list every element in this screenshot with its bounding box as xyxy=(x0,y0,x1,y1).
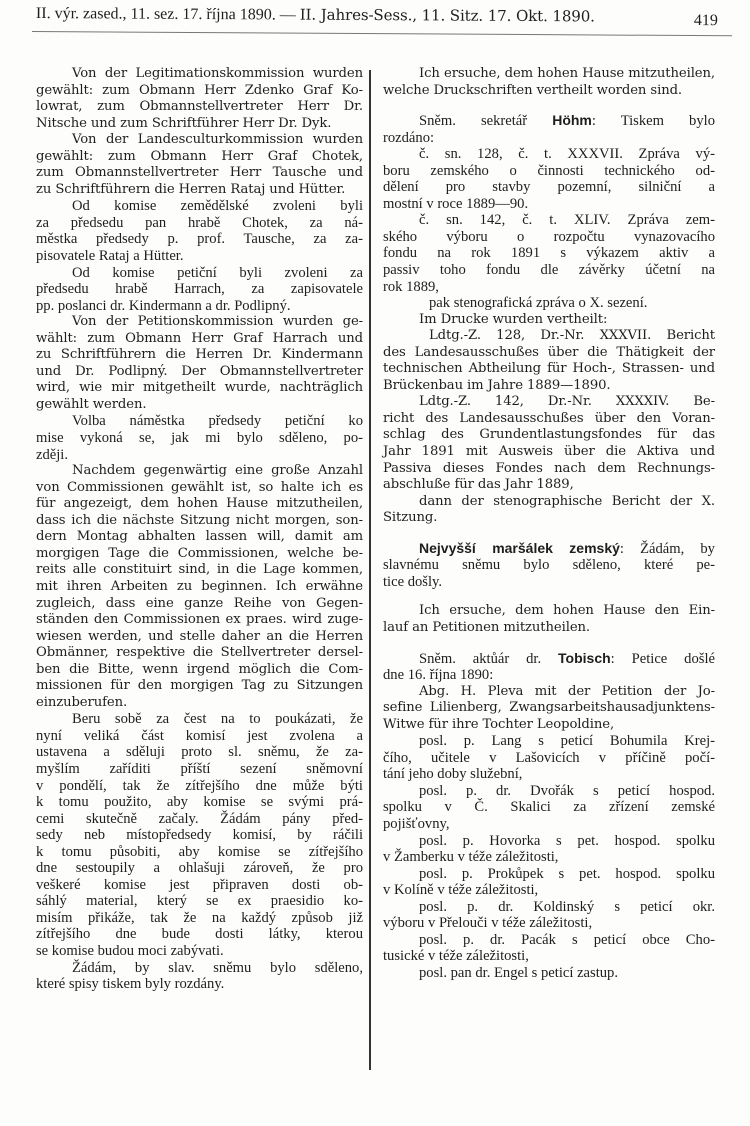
text-line: v pondělí, tak že zítřejšího dne může býti xyxy=(36,777,363,794)
text-line: Von der Landesculturkommission wurden xyxy=(72,132,363,148)
text-line: které spisy tiskem byly rozdány. xyxy=(36,976,225,993)
text-line: dne 16. října 1890: xyxy=(383,667,494,684)
text-line: zugleich, dass eine ganze Reihe von Gegen- xyxy=(36,595,363,611)
text-line: gewählt: zum Obmann Herr Graf Chotek, xyxy=(36,148,363,164)
text-line: des Landesausschußes über die Thätigkeit der xyxy=(383,344,715,360)
text-line: mise vykoná se, jak mi bylo sděleno, po- xyxy=(36,430,363,447)
text-line: zum Obmannstellvertreter Herr Tausche und xyxy=(36,165,363,181)
text-line: nyní veliká část komisí jest zvolena a xyxy=(36,727,363,744)
text-line: zději. xyxy=(36,446,69,463)
text-line: zu Schriftführern die Herren Rataj und Hütter. xyxy=(36,181,346,197)
text-line: sáhlý material, který se ex praesidio ko- xyxy=(36,893,363,910)
speech-paragraph xyxy=(383,540,715,591)
paragraph xyxy=(383,603,715,636)
text-line: Im Drucke wurden vertheilt: xyxy=(419,311,608,327)
text-line: Obmänner, respektive die Stellvertreter dersel- xyxy=(36,645,363,661)
speaker-name: Nejvyšší maršálek zemský xyxy=(419,539,620,556)
paragraph xyxy=(36,132,363,198)
text-line: č. sn. 128, č. t. XXXVII. Zpráva vý- xyxy=(419,146,715,163)
text-line: posl. pan dr. Engel s peticí zastup. xyxy=(419,964,619,981)
paragraph xyxy=(383,899,715,932)
text-line xyxy=(383,650,715,668)
paragraph xyxy=(383,684,715,734)
text-line: Passiva dieses Fondes nach dem Rechnungs- xyxy=(383,460,715,476)
text-line: Jahr 1891 mit Ausweis über die Aktiva und xyxy=(383,444,715,460)
text-line: misím přikáže, tak že na každý způsob již xyxy=(36,909,363,926)
text-line xyxy=(383,112,715,130)
text-line: městka předsedy p. prof. Tausche, za za- xyxy=(36,231,363,248)
text-line: výboru v Přelouči v téže záležitosti, xyxy=(383,915,593,932)
text-line: dělení pro stavby pozemní, silniční a xyxy=(383,179,715,196)
text-line: slavnému sněmu bylo sděleno, které pe- xyxy=(383,557,715,574)
text-line: sefine Lilienberg, Zwangsarbeitshausadjunktens- xyxy=(383,700,715,716)
paragraph xyxy=(36,711,363,959)
paragraph xyxy=(383,146,715,212)
text-line: lauf an Petitionen mitzutheilen. xyxy=(383,619,591,635)
text-line: Od komise zemědělské zvoleni byli xyxy=(72,198,363,215)
header-czech: II. výr. zased., 11. sez. 17. října 1890. xyxy=(35,4,276,24)
paragraph xyxy=(383,328,715,394)
text-line: und Dr. Podlipný. Der Obmannstellvertreter xyxy=(36,363,363,379)
text-line: posl. p. Prokůpek s pet. hospod. spolku xyxy=(419,865,715,882)
text-line: wiesen werden, und stelle daher an die Herren xyxy=(36,628,363,644)
text-line: tání jeho doby služební, xyxy=(383,766,523,783)
speaker-name: Höhm xyxy=(552,112,592,129)
text-line: pak stenografická zpráva o X. sezení. xyxy=(429,295,648,312)
paragraph xyxy=(383,212,715,295)
text-line: missionen für den morgigen Tag zu Sitzungen xyxy=(36,678,363,694)
text-line: pojišťovny, xyxy=(383,815,450,832)
header-dash: — xyxy=(279,6,296,24)
text-line xyxy=(383,540,715,558)
paragraph xyxy=(383,312,715,329)
paragraph xyxy=(36,314,363,413)
text-line: gewählt werden. xyxy=(36,396,147,412)
text-line: Ldtg.-Z. 128, Dr.-Nr. XXXVII. Bericht xyxy=(429,328,715,344)
text-line: rok 1889, xyxy=(383,278,439,295)
page-number: 419 xyxy=(693,12,718,30)
text-line: v Žamberku v téže záležitosti, xyxy=(383,849,559,866)
text-line: Volba náměstka předsedy petiční ko xyxy=(72,413,363,430)
text-line: fondu na rok 1891 s výkazem aktiv a xyxy=(383,245,715,262)
text-line: Nachdem gegenwärtig eine große Anzahl xyxy=(72,463,363,479)
text-line: k tomu použito, aby komise se svými prá- xyxy=(36,794,363,811)
text-line: spolku v Č. Skalici za zřízení zemské xyxy=(383,799,715,816)
text-line: richt des Landesausschußes über den Voran- xyxy=(383,410,715,426)
text-line: rozdáno: xyxy=(383,129,435,146)
paragraph xyxy=(383,733,715,783)
text-line: Sitzung. xyxy=(383,510,438,526)
speech-text: : Tiskem bylo xyxy=(591,113,715,130)
text-line: passiv toho fondu dle závěrky účetní na xyxy=(383,262,715,279)
text-line: für angezeigt, dem hohen Hause mitzutheilen, xyxy=(36,496,363,512)
speech-text: : Petice došlé xyxy=(610,650,715,667)
paragraph xyxy=(36,66,363,132)
text-line: dne sestoupily a ohlašuji zároveň, že pro xyxy=(36,860,363,877)
text-line: posl. p. dr. Dvořák s peticí hospod. xyxy=(419,782,715,799)
text-line: reits alle constituirt sind, in die Lage kommen, xyxy=(36,562,363,578)
text-line: boru zemského o činnosti technického od- xyxy=(383,162,715,179)
column-divider xyxy=(369,70,371,1070)
text-line: se komise budou moci zabývati. xyxy=(36,942,224,959)
text-line: tusické v téže záležitosti, xyxy=(383,948,529,965)
text-line: abschluße für das Jahr 1889, xyxy=(383,477,574,493)
running-header xyxy=(36,4,736,32)
speaker-title: Sněm. sekretář xyxy=(419,113,553,130)
paragraph xyxy=(36,198,363,264)
text-line: dass ich die nächste Sitzung nicht morgen, son- xyxy=(36,512,363,528)
text-line: ustavena a sděluji proto sl. sněmu, že za- xyxy=(36,744,363,761)
text-line: cemi skutečně začaly. Žádám pány před- xyxy=(36,810,363,827)
paragraph xyxy=(383,866,715,899)
text-line: morgigen Tage die Commissionen, welche be- xyxy=(36,545,363,561)
paragraph xyxy=(36,265,363,315)
text-line: wird, wie mir mitgetheilt wurde, nachträglich xyxy=(36,380,363,396)
speech-paragraph xyxy=(383,112,715,146)
header-german: II. Jahres-Sess., 11. Sitz. 17. Okt. 1890. xyxy=(299,5,595,26)
text-line: tice došly. xyxy=(383,573,443,590)
text-line: ständen den Commissionen ex praes. wird zuge- xyxy=(36,612,363,628)
text-line: v Kolíně v téže záležitosti, xyxy=(383,882,539,899)
text-line: Ich ersuche, dem hohen Hause den Ein- xyxy=(419,603,715,619)
text-line: ben die Bitte, wenn irgend möglich die Com- xyxy=(36,661,363,677)
text-line: schlag des Grundentlastungsfondes für das xyxy=(383,427,715,443)
paragraph xyxy=(383,783,715,833)
text-line: welche Druckschriften vertheilt worden sind. xyxy=(383,82,683,98)
paragraph xyxy=(36,413,363,463)
text-line: einzuberufen. xyxy=(36,694,128,710)
text-line: dern Montag abhalten lassen will, damit am xyxy=(36,529,363,545)
text-line: Nitsche und zum Schriftführer Herr Dr. Dyk. xyxy=(36,115,332,131)
text-line: lowrat, zum Obmannstellvertreter Herr Dr. xyxy=(36,99,363,115)
paragraph xyxy=(383,394,715,493)
text-line: Od komise petiční byli zvoleni za xyxy=(72,264,363,281)
left-column xyxy=(36,66,363,993)
text-line: gewählt: zum Obmann Herr Zdenko Graf Ko- xyxy=(36,82,363,98)
text-line: posl. p. dr. Koldinský s peticí okr. xyxy=(419,898,715,915)
text-line: mostní v roce 1889—90. xyxy=(383,195,529,212)
text-line: pisovatele Rataj a Hütter. xyxy=(36,248,184,265)
text-line: Von der Petitionskommission wurden ge- xyxy=(72,314,363,330)
text-line: Abg. H. Pleva mit der Petition der Jo- xyxy=(419,683,715,699)
text-line: posl. p. Lang s peticí Bohumila Krej- xyxy=(419,733,715,750)
text-line: Ich ersuche, dem hohen Hause mitzutheilen, xyxy=(419,66,715,81)
text-line: myšlím zaříditi příští sezení sněmovní xyxy=(36,760,363,777)
text-line: za předsedu pan hrabě Chotek, za ná- xyxy=(36,214,363,231)
text-line: posl. p. Hovorka s pet. hospod. spolku xyxy=(419,832,715,849)
text-line: wählt: zum Obmann Herr Graf Harrach und xyxy=(36,330,363,346)
text-line: ského výboru o rozpočtu vynazovacího xyxy=(383,228,715,245)
speaker-name: Tobisch xyxy=(558,649,611,666)
text-line: č. sn. 142, č. t. XLIV. Zpráva zem- xyxy=(419,212,715,229)
text-line: pp. poslanci dr. Kindermann a dr. Podlipný. xyxy=(36,297,291,314)
paragraph xyxy=(383,932,715,965)
paragraph xyxy=(383,295,715,312)
speaker-title: Sněm. aktůár dr. xyxy=(419,650,559,667)
text-line: Beru sobě za čest na to poukázati, že xyxy=(72,711,363,728)
text-line: veškeré komise jest připraven dosti ob- xyxy=(36,876,363,893)
text-line: posl. p. dr. Pacák s peticí obce Cho- xyxy=(419,931,715,948)
paragraph xyxy=(36,960,363,993)
speech-paragraph xyxy=(383,650,715,684)
text-line: zu Schriftführern die Herren Dr. Kindermann xyxy=(36,347,363,363)
right-column xyxy=(383,66,715,981)
text-line: předsedu hrabě Harrach, za zapisovatele xyxy=(36,281,363,298)
paragraph xyxy=(383,66,715,99)
speech-text: : Žádám, by xyxy=(619,540,715,557)
text-line: zítřejšího dne bude dosti látky, kterou xyxy=(36,926,363,943)
text-line: dann der stenographische Bericht der X. xyxy=(419,493,715,509)
text-line: von Commissionen gewählt ist, so halte ich es xyxy=(36,479,363,495)
text-line: sedy neb místopředsedy komisí, by ráčili xyxy=(36,827,363,844)
paragraph xyxy=(383,965,715,982)
text-line: Brückenbau im Jahre 1889—1890. xyxy=(383,377,611,393)
text-line: Ldtg.-Z. 142, Dr.-Nr. XXXXIV. Be- xyxy=(419,394,715,410)
text-line: k tomu působiti, aby komise se zítřejšího xyxy=(36,843,363,860)
text-line: Witwe für ihre Tochter Leopoldine, xyxy=(383,716,615,732)
text-line: Žádám, by slav. sněmu bylo sděleno, xyxy=(72,959,363,976)
paragraph xyxy=(383,494,715,527)
paragraph xyxy=(36,463,363,711)
text-line: technischen Abtheilung für Hoch-, Strassen- und xyxy=(383,361,715,377)
text-line: Von der Legitimationskommission wurden xyxy=(72,66,363,81)
paragraph xyxy=(383,833,715,866)
text-line: mit ihren Arbeiten zu beginnen. Ich erwähne xyxy=(36,578,363,594)
header-rule xyxy=(32,31,732,36)
text-line: čího, učitele v Lašovicích v příčině počí- xyxy=(383,749,715,766)
